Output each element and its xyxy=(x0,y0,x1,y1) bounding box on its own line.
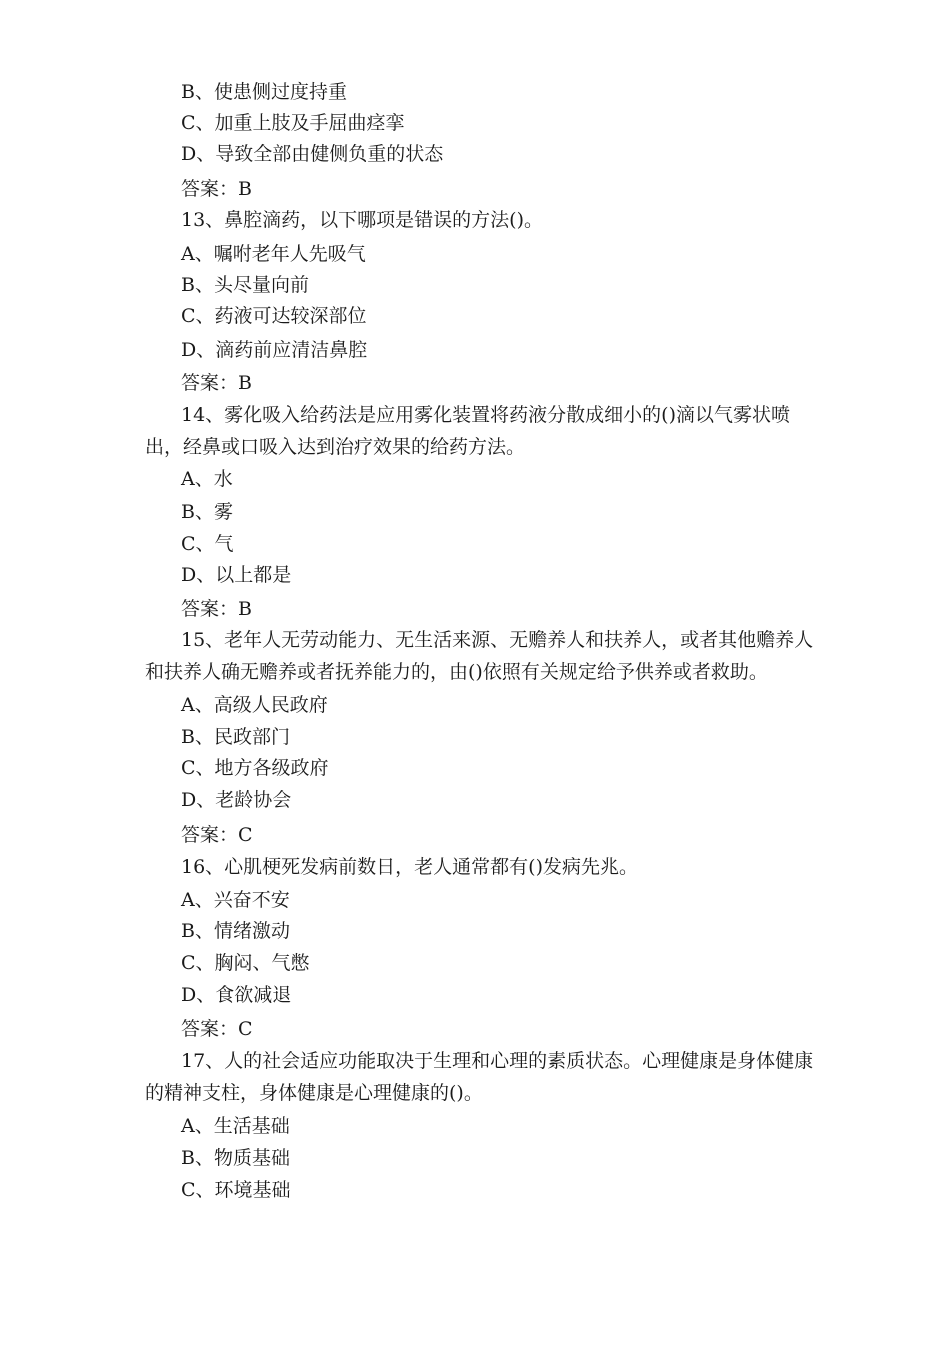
option-b-q16: B、情绪激动 xyxy=(181,920,290,942)
option-b-q15: B、民政部门 xyxy=(181,726,290,748)
option-a-q14: A、水 xyxy=(181,468,233,490)
option-c-q15: C、地方各级政府 xyxy=(181,757,329,779)
answer-q16: 答案：C xyxy=(181,1018,253,1040)
option-d-q13: D、滴药前应清洁鼻腔 xyxy=(181,339,368,361)
answer-q15: 答案：C xyxy=(181,824,253,846)
answer-q13: 答案：B xyxy=(181,372,252,394)
option-d-q16: D、食欲减退 xyxy=(181,984,292,1006)
answer-q14: 答案：B xyxy=(181,598,252,620)
option-d-q12: D、导致全部由健侧负重的状态 xyxy=(181,143,444,165)
option-d-q15: D、老龄协会 xyxy=(181,789,292,811)
question-17: 17、人的社会适应功能取决于生理和心理的素质状态。心理健康是身体健康的精神支柱，身体健康是心理健康的()。 xyxy=(145,1050,814,1104)
option-a-q17: A、生活基础 xyxy=(181,1115,290,1137)
option-c-q17: C、环境基础 xyxy=(181,1179,291,1201)
option-a-q16: A、兴奋不安 xyxy=(181,889,290,911)
option-b-q14: B、雾 xyxy=(181,501,233,523)
option-b-q12: B、使患侧过度持重 xyxy=(181,81,347,103)
option-c-q13: C、药液可达较深部位 xyxy=(181,305,367,327)
option-a-q15: A、高级人民政府 xyxy=(181,694,328,716)
question-14: 14、雾化吸入给药法是应用雾化装置将药液分散成细小的()滴以气雾状喷出，经鼻或口吸入达到治疗效果的给药方法。 xyxy=(145,404,791,458)
option-c-q12: C、加重上肢及手屈曲痉挛 xyxy=(181,112,405,134)
option-b-q17: B、物质基础 xyxy=(181,1147,290,1169)
option-c-q16: C、胸闷、气憋 xyxy=(181,952,310,974)
option-d-q14: D、以上都是 xyxy=(181,564,292,586)
option-b-q13: B、头尽量向前 xyxy=(181,274,309,296)
question-13: 13、鼻腔滴药，以下哪项是错误的方法()。 xyxy=(181,209,544,231)
answer-q12: 答案：B xyxy=(181,178,252,200)
option-a-q13: A、嘱咐老年人先吸气 xyxy=(181,243,366,265)
question-16: 16、心肌梗死发病前数日，老人通常都有()发病先兆。 xyxy=(181,856,639,878)
question-15: 15、老年人无劳动能力、无生活来源、无赡养人和扶养人，或者其他赡养人和扶养人确无赡养或者抚养能力的，由()依照有关规定给予供养或者救助。 xyxy=(145,629,814,683)
option-c-q14: C、气 xyxy=(181,533,234,555)
